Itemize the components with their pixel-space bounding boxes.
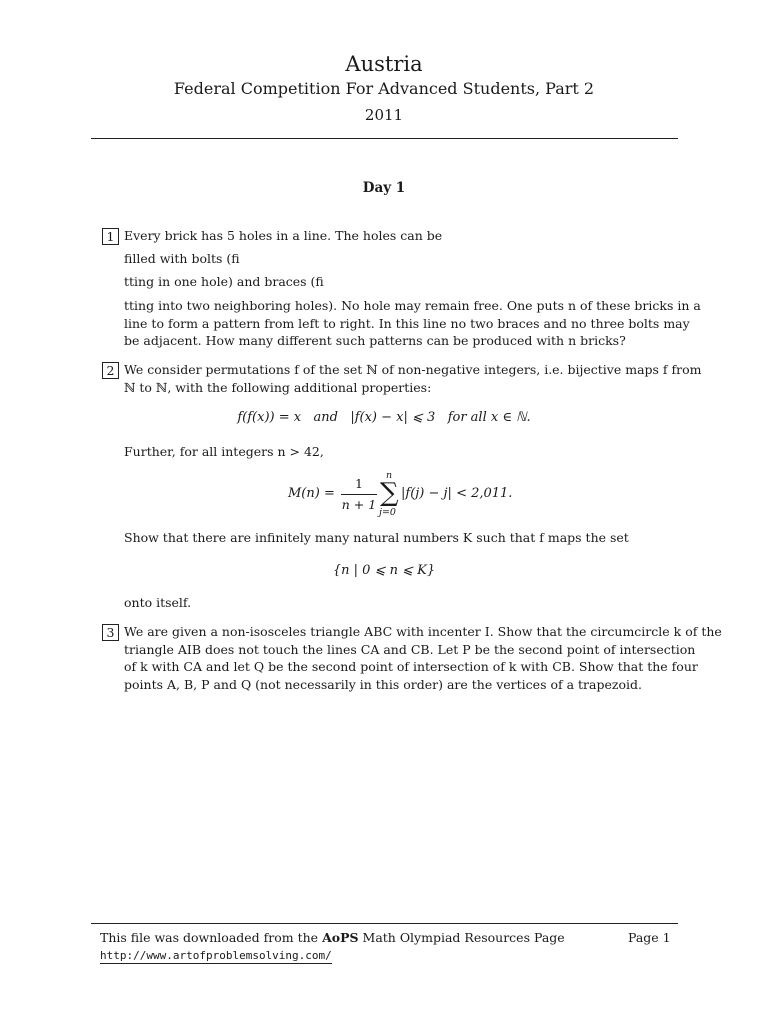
problem-1-line: line to form a pattern from left to right. In this line no two braces and no three bolts may bbox=[124, 316, 690, 331]
footer-link[interactable]: http://www.artofproblemsolving.com/ bbox=[100, 949, 332, 962]
fraction-numerator: 1 bbox=[355, 476, 363, 491]
problem-3-line: We are given a non-isosceles triangle ABC with incenter I. Show that the circumcircle k of the bbox=[124, 624, 722, 639]
fraction-bar bbox=[341, 494, 377, 495]
page-title: Austria bbox=[345, 52, 423, 76]
day-heading: Day 1 bbox=[362, 180, 406, 196]
fraction-denominator: n + 1 bbox=[341, 497, 377, 512]
sum-lower-limit: j=0 bbox=[379, 507, 396, 518]
footer-source bbox=[100, 930, 565, 945]
problem-1-line: tting into two neighboring holes). No hole may remain free. One puts n of these bricks in a bbox=[124, 298, 701, 313]
problem-1-line: Every brick has 5 holes in a line. The holes can be bbox=[124, 228, 443, 243]
equation-rhs: |f(j) − j| < 2,011. bbox=[401, 486, 513, 501]
problem-1-line: be adjacent. How many different such patterns can be produced with n bricks? bbox=[124, 333, 626, 348]
problem-2-line: ℕ to ℕ, with the following additional properties: bbox=[124, 380, 432, 395]
problem-number-3: 3 bbox=[102, 624, 119, 641]
problem-1-line: filled with bolts (fi bbox=[124, 251, 240, 266]
problem-2-line: We consider permutations f of the set ℕ of non-negative integers, i.e. bijective maps f from bbox=[124, 362, 702, 377]
sum-upper-limit: n bbox=[386, 470, 393, 481]
equation-set: {n | 0 ⩽ n ⩽ K} bbox=[332, 563, 436, 578]
problem-2-text: Show that there are infinitely many natural numbers K such that f maps the set bbox=[124, 530, 629, 545]
summation-sign: ∑ bbox=[380, 478, 399, 508]
header-divider bbox=[91, 138, 678, 139]
aops-brand: AoPS bbox=[322, 930, 359, 945]
problem-number-1: 1 bbox=[102, 228, 119, 245]
problem-3-line: points A, B, P and Q (not necessarily in this order) are the vertices of a trapezoid. bbox=[124, 677, 642, 692]
footer-divider bbox=[91, 923, 678, 924]
problem-2-text: Further, for all integers n > 42, bbox=[124, 444, 324, 459]
equation-lhs: M(n) = bbox=[288, 486, 335, 501]
problem-3-line: of k with CA and let Q be the second point of intersection of k with CB. Show that the four bbox=[124, 659, 698, 674]
problem-number-2: 2 bbox=[102, 362, 119, 379]
problem-3-line: triangle AIB does not touch the lines CA and CB. Let P be the second point of intersection bbox=[124, 642, 696, 657]
page-number: Page 1 bbox=[628, 930, 671, 945]
footer-text-after: Math Olympiad Resources Page bbox=[362, 930, 565, 945]
competition-name: Federal Competition For Advanced Students, Part 2 bbox=[173, 79, 595, 98]
equation-involution: f(f(x)) = x and |f(x) − x| ⩽ 3 for all x ∈ ℕ. bbox=[237, 410, 531, 425]
problem-1-line: tting in one hole) and braces (fi bbox=[124, 274, 324, 289]
footer-text-before: This file was downloaded from the bbox=[100, 930, 319, 945]
competition-year: 2011 bbox=[364, 106, 404, 124]
problem-2-text: onto itself. bbox=[124, 595, 192, 610]
